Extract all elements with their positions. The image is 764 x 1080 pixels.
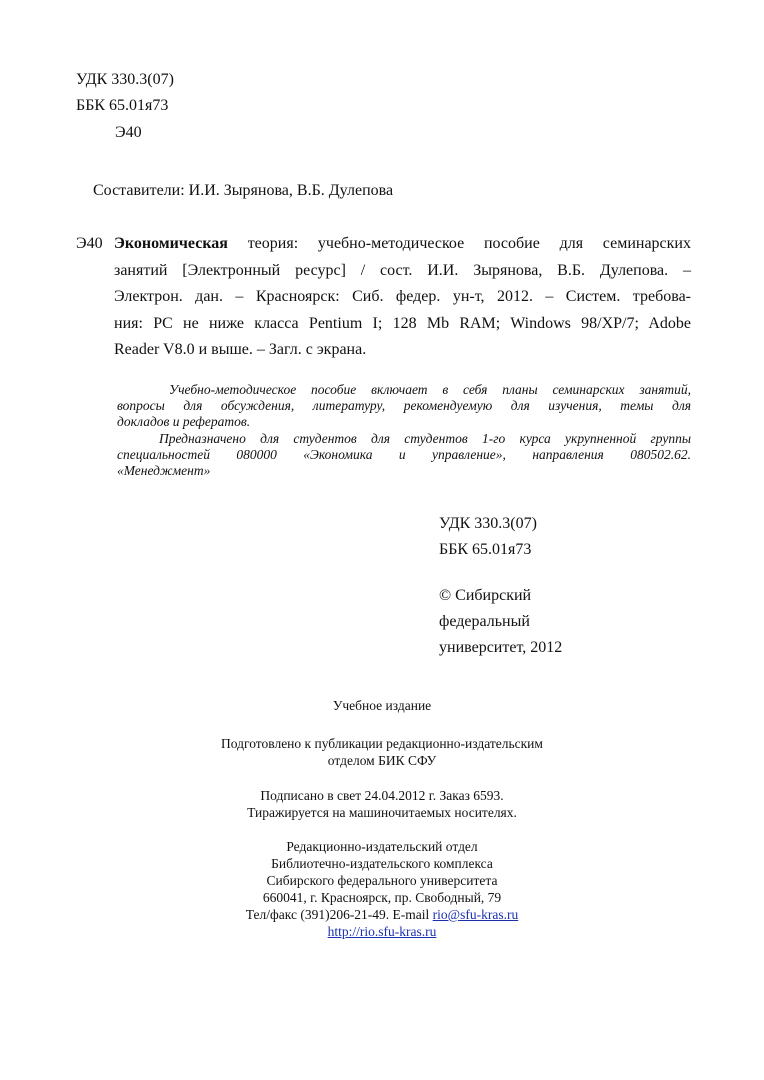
- udk-code: УДК 330.3(07): [76, 71, 174, 88]
- dept-line-2: Библиотечно-издательского комплекса: [271, 856, 493, 871]
- signed-line: Подписано в свет 24.04.2012 г. Заказ 6593.: [260, 788, 504, 803]
- author-sign: Э40: [115, 124, 142, 141]
- annotation-p2-line2: специальностей 080000 «Экономика и управление», направления 080502.62.: [117, 446, 691, 462]
- biblio-title-bold: Экономическая: [114, 235, 228, 252]
- contact-line: [160, 906, 604, 923]
- publication-info: [160, 787, 604, 821]
- publisher-info: [160, 838, 604, 940]
- biblio-line-2: занятий [Электронный ресурс] / сост. И.И. Зырянова, В.Б. Дулепова. –: [114, 261, 691, 279]
- replicated-line: Тиражируется на машиночитаемых носителях.: [247, 805, 517, 820]
- copyright-line-2: федеральный: [439, 613, 530, 630]
- phone-text: Тел/факс (391)206-21-49. E-mail: [245, 907, 433, 922]
- email-link[interactable]: rio@sfu-kras.ru: [432, 907, 519, 922]
- biblio-line-1: [76, 231, 691, 258]
- right-bbk-code: ББК 65.01я73: [439, 541, 532, 558]
- annotation-p1-line3: докладов и рефератов.: [117, 414, 251, 430]
- compilers-line: Составители: И.И. Зырянова, В.Б. Дулепова: [93, 182, 394, 199]
- website-line: [160, 923, 604, 940]
- prepared-line-2: отделом БИК СФУ: [327, 753, 437, 768]
- annotation-p1-line1: Учебно-методическое пособие включает в себя планы семинарских занятий,: [169, 382, 691, 397]
- prepared-by: [160, 735, 604, 769]
- biblio-line-5: Reader V8.0 и выше. – Загл. с экрана.: [114, 341, 367, 358]
- edition-type: [160, 697, 604, 714]
- prepared-line-1: Подготовлено к публикации редакционно-издательским: [221, 736, 543, 751]
- right-udk-code: УДК 330.3(07): [439, 515, 537, 532]
- biblio-line-3: Электрон. дан. – Красноярск: Сиб. федер. ун-т, 2012. – Систем. требова-: [114, 288, 691, 305]
- biblio-code: Э40: [76, 235, 103, 252]
- biblio-line-4: ния: PC не ниже класса Pentium I; 128 Mb RAM; Windows 98/XP/7; Adobe: [114, 314, 691, 332]
- annotation-p2-line1: Предназначено для студентов для студентов 1-го курса укрупненной группы: [159, 430, 691, 446]
- annotation-p2-line3: «Менеджмент»: [117, 463, 211, 479]
- dept-line-1: Редакционно-издательский отдел: [286, 839, 478, 854]
- biblio-title-rest: теория: учебно-методическое пособие для семинарских: [227, 235, 691, 252]
- copyright-line-3: университет, 2012: [439, 639, 563, 656]
- website-link[interactable]: http://rio.sfu-kras.ru: [327, 924, 437, 939]
- edition-type-text: Учебное издание: [332, 698, 432, 713]
- annotation: [117, 382, 691, 479]
- dept-line-3: Сибирского федерального университета: [266, 873, 498, 888]
- annotation-p1-line2: вопросы для обсуждения, литературу, рекомендуемую для изучения, темы для: [117, 398, 691, 414]
- copyright-line-1: © Сибирский: [439, 587, 532, 604]
- bibliographic-description: [76, 231, 691, 364]
- address-line: 660041, г. Красноярск, пр. Свободный, 79: [262, 890, 502, 905]
- bbk-code: ББК 65.01я73: [76, 97, 169, 114]
